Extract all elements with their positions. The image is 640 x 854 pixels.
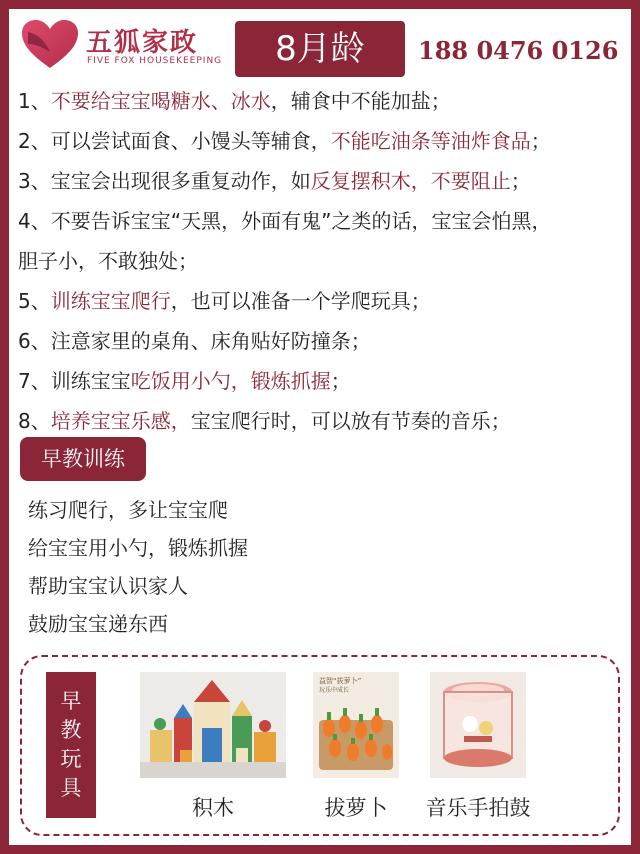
- tip-text: 胆子小，不敢独处；: [18, 249, 198, 273]
- tip-text: 1、: [18, 89, 51, 113]
- tip-text: 6、注意家里的桌角、床角贴好防撞条；: [18, 329, 371, 353]
- fox-heart-logo-icon: [20, 18, 80, 70]
- tip-item: [18, 288, 628, 314]
- toys-title-char: 玩: [60, 747, 82, 771]
- tip-item: [18, 328, 628, 354]
- tip-text: 2、可以尝试面食、小馒头等辅食，: [18, 129, 331, 153]
- toy-item-blocks: [140, 672, 286, 822]
- tip-item: [18, 408, 628, 434]
- tip-text: ；: [530, 129, 551, 153]
- tip-highlight: 培养宝宝乐感，: [50, 409, 191, 433]
- training-item: 鼓励宝宝递东西: [28, 612, 168, 636]
- carrot-box-text-2: 玩乐中成长: [319, 687, 350, 694]
- header: [0, 0, 640, 88]
- tip-item: [18, 88, 628, 114]
- carrot-box-text-1: 益智“拔萝卜”: [319, 677, 362, 685]
- age-title: 8月龄: [235, 21, 405, 77]
- tip-highlight: 训练宝宝爬行: [50, 289, 171, 313]
- training-item: 帮助宝宝认识家人: [28, 574, 188, 598]
- tip-text: ；: [330, 369, 351, 393]
- tip-text: 4、不要告诉宝宝“天黑，外面有鬼”之类的话，宝宝会怕黑，: [18, 209, 552, 233]
- tip-text: ，辅食中不能加盐；: [270, 89, 451, 113]
- tip-item: [18, 368, 628, 394]
- tip-text: 3、宝宝会出现很多重复动作，如: [18, 169, 311, 193]
- training-list: [28, 497, 248, 649]
- tip-item: [18, 168, 628, 194]
- toy-item-drum: [418, 672, 538, 822]
- tip-text: 宝宝爬行时，可以放有节奏的音乐；: [190, 409, 511, 433]
- tip-highlight: 吃饭用小勺，锻炼抓握: [130, 369, 331, 393]
- toy-label: 积木: [192, 796, 234, 820]
- early-education-title: 早教训练: [20, 437, 146, 481]
- brand-subtitle: FIVE FOX HOUSEKEEPING: [87, 56, 223, 66]
- tip-item: [18, 248, 628, 274]
- training-item: 练习爬行，多让宝宝爬: [28, 498, 228, 522]
- tip-highlight: 不要给宝宝喝糖水、冰水: [50, 89, 271, 113]
- phone-number[interactable]: 188 0476 0126: [418, 36, 619, 65]
- tip-text: 7、训练宝宝: [18, 369, 131, 393]
- building-blocks-image: [140, 672, 286, 778]
- training-item: 给宝宝用小勺，锻炼抓握: [28, 536, 248, 560]
- toys-title-char: 具: [60, 776, 82, 800]
- toy-item-carrot: [313, 672, 399, 822]
- tip-highlight: 不能吃油条等油炸食品: [330, 129, 531, 153]
- tip-text: 5、: [18, 289, 51, 313]
- tip-item: [18, 208, 628, 234]
- toys-title-char: 教: [60, 718, 82, 742]
- toy-label: 音乐手拍鼓: [425, 796, 531, 820]
- tips-list: [18, 88, 628, 448]
- tip-text: ，也可以准备一个学爬玩具；: [170, 289, 431, 313]
- tip-highlight: 反复摆积木，不要阻止: [310, 169, 511, 193]
- carrot-pull-toy-image: [313, 672, 399, 778]
- brand-name: 五狐家政: [86, 28, 199, 58]
- tip-text: 8、: [18, 409, 51, 433]
- tip-text: ；: [510, 169, 531, 193]
- tip-item: [18, 128, 628, 154]
- toys-title: [46, 672, 96, 818]
- toy-label: 拔萝卜: [324, 796, 388, 820]
- music-drum-toy-image: [430, 672, 526, 778]
- toys-title-char: 早: [60, 689, 82, 713]
